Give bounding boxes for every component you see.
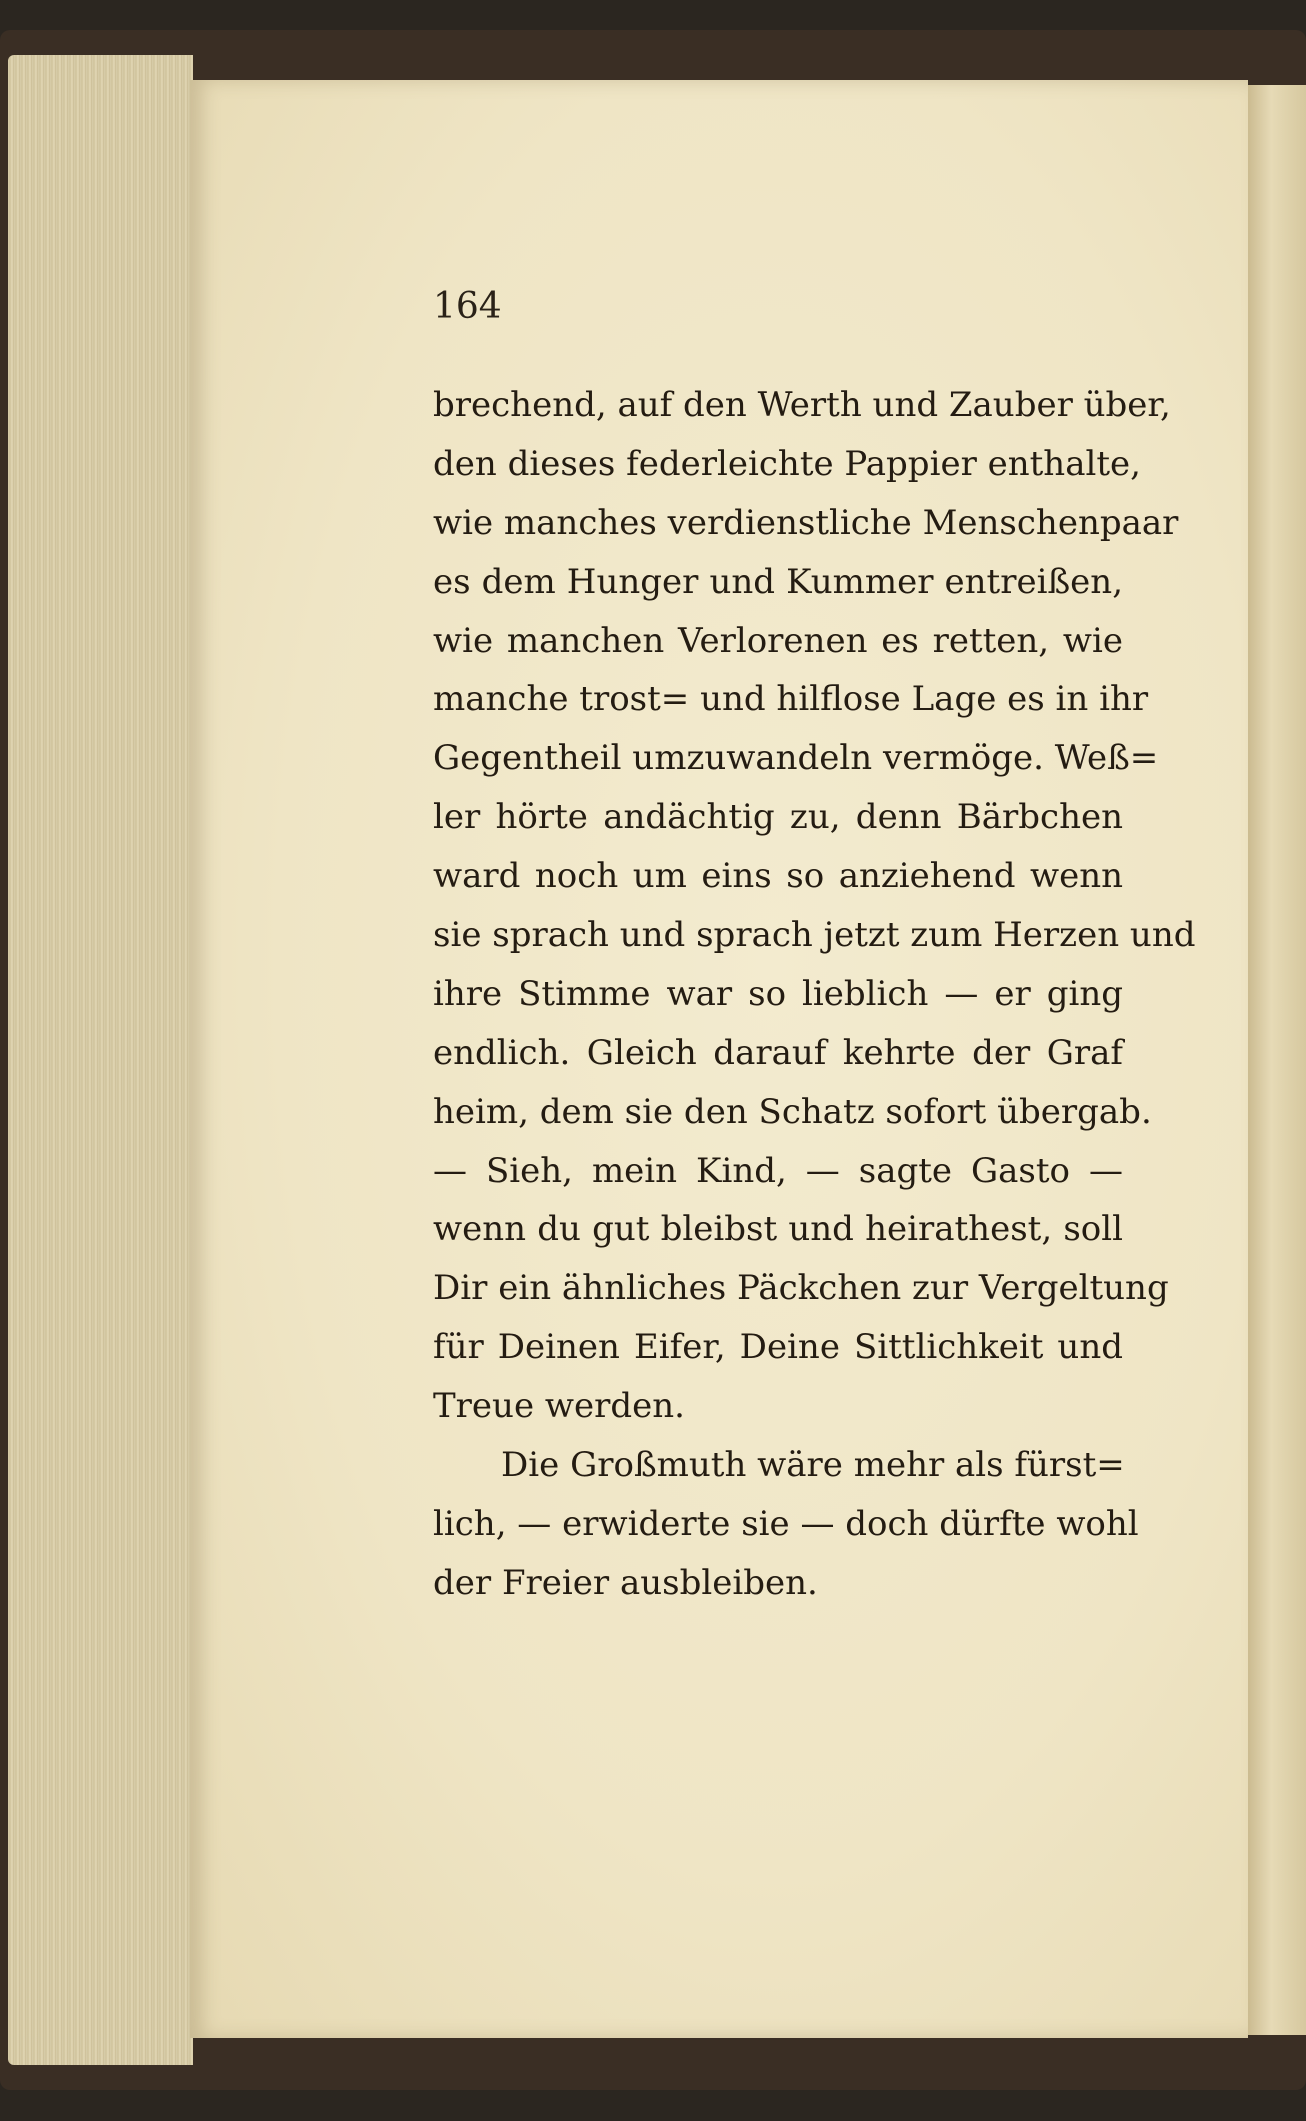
text-line: es dem Hunger und Kummer entreißen, [433, 561, 1123, 602]
text-line: lich, — erwiderte sie — doch dürfte wohl [433, 1503, 1139, 1544]
text-line: ihre Stimme war so lieblich — er ging [433, 973, 1123, 1014]
text-line: wenn du gut bleibst und heirathest, soll [433, 1209, 1123, 1250]
text-line: für Deinen Eifer, Deine Sittlichkeit und [433, 1327, 1123, 1368]
text-line: Treue werden. [433, 1386, 685, 1427]
text-line: Gegentheil umzuwandeln vermöge. Weß= [433, 738, 1159, 779]
text-line: Dir ein ähnliches Päckchen zur Vergeltung [433, 1268, 1169, 1309]
text-line: sie sprach und sprach jetzt zum Herzen und [433, 915, 1196, 956]
text-line: ward noch um eins so anziehend wenn [433, 856, 1123, 897]
text-line: brechend, auf den Werth und Zauber über, [433, 385, 1171, 425]
text-line: den dieses federleichte Pappier enthalte, [433, 443, 1141, 484]
text-line: endlich. Gleich darauf kehrte der Graf [433, 1032, 1123, 1073]
page-edges [8, 55, 193, 2065]
facing-page-edge [1248, 85, 1306, 2035]
body-text [433, 376, 1196, 1613]
text-line: heim, dem sie den Schatz sofort übergab. [433, 1091, 1152, 1132]
text-line: wie manches verdienstliche Menschenpaar [433, 502, 1179, 543]
text-line: Die Großmuth wäre mehr als fürst= [501, 1445, 1125, 1486]
text-line: der Freier ausbleiben. [433, 1562, 818, 1603]
text-line: ler hörte andächtig zu, denn Bärbchen [433, 797, 1123, 838]
page-number: 164 [433, 286, 502, 327]
text-line: — Sieh, mein Kind, — sagte Gasto — [433, 1150, 1123, 1191]
text-line: wie manchen Verlorenen es retten, wie [433, 620, 1123, 661]
text-line: manche trost= und hilflose Lage es in ihr [433, 679, 1149, 720]
